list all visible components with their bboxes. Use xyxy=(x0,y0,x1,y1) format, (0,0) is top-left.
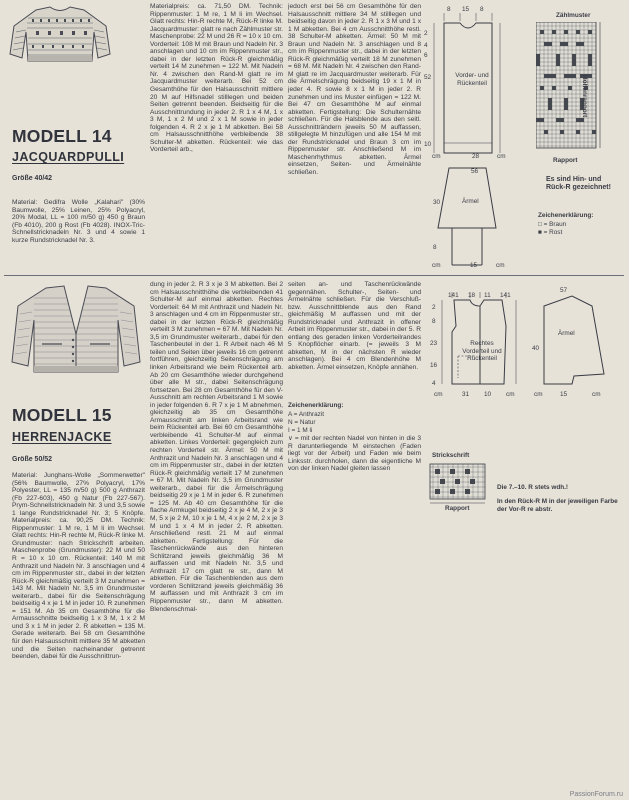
diagram15-top-dim-3: 11 xyxy=(484,292,491,299)
model-15-legend-natur: N = Natur xyxy=(288,419,316,426)
count-chart-title: Zählmuster xyxy=(556,12,591,19)
diagram14-side-dim-3: 6 xyxy=(424,52,428,59)
knitting-chart-rapport: Rapport xyxy=(445,505,470,512)
diagram14-side-dim-5: 10 xyxy=(424,141,432,148)
model-14-title: MODELL 14 xyxy=(12,126,112,146)
model-15-size: Größe 50/52 xyxy=(12,456,53,463)
count-chart-note: Es sind Hin- und Rück-R gezeichnet! xyxy=(546,176,611,191)
model-14-column-2: Materialpreis: ca. 71,50 DM. Technik: Rippenmuster: 1 M re, 1 M li im Wechsel. Glatt rechts: Hin-R rechte M, Rück-R linke M. Jacquardmuster: glatt re nach Zählmuster str. Maschenprobe: 22 M und 26 R = 10 x 10 cm. Vorderteil: 108 M mit Braun und Nadeln Nr. 3 anschlagen und 10 cm im Rippenmuster str., dabei in der letzten Rück-R gleichmäßig verteilt 14 M zunehmen = 122 M. Mit Nadeln Nr. 4 zwischen den Rand-M glatt re im Jacquardmuster weiterarb. Bei 52 cm Gesamthöhe für den Halsausschnitt mittlere 20 M auf Hilfsnadel stilllegen und beiden Seiten getrennt beenden. Beidseitig für die Ausschnittrundung in jeder 2. R 1 x 4 M, 1 x 3 M, 1 x 2 M und 2 x 1 M sowie in jeder folgenden 4. R 2 x je 1 M abketten. Bei 58 cm Halsausschnitthöhe verbleibende 38 Schulter-M abketten. Rückenteil: wie das Vorderteil arb., xyxy=(150,3,283,154)
sweater-14-illustration xyxy=(6,6,114,64)
diagram15-top-dim-4: 141 xyxy=(500,292,511,299)
model-15-column-2: dung in jeder 2. R 3 x je 3 M abketten. Bei 2 cm Halsausschnitthöhe die verbleibenden 41 Schulter-M auf einmal abketten. Rechtes Vorderteil: 64 M mit Anthrazit und Nadeln Nr. 3 anschlagen und 4 cm im Rippenmuster str., dabei in der letzten Rück-R gleichmäßig verteilt 3 M zunehmen = 67 M. Mit Nadeln Nr. 3,5 im Grundmuster weiterarb., dabei für den Taschenbeutel in der 1. R Arbeit nach 46 M teilen und Seiten über jeweils 16 cm getrennt fortführen, gleichzeitig Seitenschrägung am linken Arbeitsrand wie beim Rückenteil arb. Ab 20 cm Gesamthöhe wieder durchgehend über alle M str., dabei Seitenschrägung fortsetzen. Bei 28 cm Gesamthöhe für den V-Ausschnitt am rechten Arbeitsrand 1 M sowie in jeder folgenden 6. R 7 x je 1 M abnehmen, gleichzeitig ab 35 cm Gesamthöhe Armausschnitt am linken Arbeitsrand wie beim Rückenteil arb. Bei 60 cm Gesamthöhe verbleibende 41 Schulter-M auf einmal abketten. Linkes Vorderteil: gegengleich zum rechten Vorderteil str. Ärmel: 50 M mit Anthrazit und Nadeln Nr. 3 anschlagen und 4 cm im Rippenmuster str., dabei in der letzten Rück-R gleichmäßig verteilt 17 M zunehmen = 67 M. Mit Nadeln Nr. 3,5 im Grundmuster weiterarb., dabei für die Ärmelschrägung beidseitig 29 x je 1 M in jeder 6. R zunehmen = 125 M. Ab 40 cm Gesamthöhe für die flache Armkugel beidseitig 2 x je 4 M, 2 x je 3 M, 5 x je 2 M, 10 x je 1 M, 4 x je 2 M, 2 x je 3 M und 1 x 4 M in jeder 2. R abketten. Anschließend restl. 21 M auf einmal abketten. Fertigstellung: Für die Taschenrückwände aus den hinteren Schlitzrand jeweils gleichmäßig 36 M auffassen und mit Nadeln Nr. 3,5 und Anthrazit 17 cm glatt re str., dann M abketten. Für die Taschenblenden aus dem vorderen Schlitzrand jeweils gleichmäßig 36 M auffassen und mit Anthrazit 3 cm im Rippenmuster str., dann M abketten. Blendenschmal- xyxy=(150,281,283,613)
diagram14-bottom-dim-1: cm xyxy=(432,153,441,160)
diagram14-top-dim-3: 8 xyxy=(480,6,484,13)
count-chart-grid xyxy=(536,22,606,152)
diagram15-sleeve-dim-4: 15 xyxy=(560,391,568,398)
diagram14-sleeve-dim-6: cm xyxy=(496,262,505,269)
model-14-material: Material: Gedifra Wolle „Kalahari" (30% Baumwolle, 25% Leinen, 25% Polyacryl, 20% Modal, LL = 100 m/50 g) 450 g Braun (Fb 4010), 200 g Rost (Fb 4028). INOX-Tric-Schnellstricknadeln Nr. 3 und 4 sowie 1 kurze Rundstricknadel Nr. 3. xyxy=(12,199,145,244)
knitting-chart-title: Strickschrift xyxy=(432,452,470,459)
knitting-chart-note: Die 7.–10. R stets wdh.! xyxy=(497,484,569,491)
model-14-legend-rust: ■ = Rost xyxy=(538,229,563,236)
pattern-diagram-14 xyxy=(424,3,516,268)
diagram15-side-dim-2: 8 xyxy=(432,318,436,325)
model-15-legend-li: I = 1 M li xyxy=(288,427,313,434)
watermark: PassionForum.ru xyxy=(569,791,623,798)
diagram15-piece-label: Rechtes Vorderteil und Rückenteil xyxy=(462,340,502,362)
diagram14-piece-label: Vorder- und Rückenteil xyxy=(455,72,489,87)
model-15-legend-title: Zeichenerklärung: xyxy=(288,402,344,409)
diagram14-side-dim-1: 2 xyxy=(424,30,428,37)
diagram14-sleeve-dim-5: 15 xyxy=(470,262,478,269)
model-14-size: Größe 40/42 xyxy=(12,175,53,182)
diagram14-sleeve-dim-2: 30 xyxy=(433,199,441,206)
knitting-chart-note-2: In den Rück-R M in der jeweiligen Farbe der Vor-R re abstr. xyxy=(497,498,618,513)
diagram15-side-dim-3: 23 xyxy=(430,340,438,347)
diagram15-bottom-dim-3: 10 xyxy=(484,391,492,398)
model-14-legend-brown: □ = Braun xyxy=(538,221,567,228)
model-15-title: MODELL 15 xyxy=(12,405,112,425)
diagram15-side-dim-4: 16 xyxy=(430,362,438,369)
diagram14-top-dim-1: 8 xyxy=(447,6,451,13)
diagram15-sleeve-dim-3: cm xyxy=(534,391,543,398)
diagram15-top-dim-1: 141 xyxy=(448,292,459,299)
diagram14-side-dim-2: 4 xyxy=(424,42,428,49)
model-15-column-3: seiten an- und Taschenrückwände gegennähen. Schulter-, Seiten- und Ärmelnähte schließen. Für die Verschluß- bzw. Ausschnittblende aus den Rand gleichmäßig M auffassen und mit der Rundstricknadel und Anthrazit in offener Arbeit im Rippenmuster str., dabei in der 5. R entlang des geraden linken Vorderteilrandes 5 Knopflöcher einarb. (= jeweils 3 M abketten, M in der nächsten R wieder anschlagen). Bei 4 cm Blendenhöhe M abketten. Ärmel einsetzen, Knöpfe annähen. xyxy=(288,281,421,372)
diagram14-side-dim-4: 52 xyxy=(424,74,432,81)
diagram14-sleeve-dim-4: cm xyxy=(432,262,441,269)
diagram14-bottom-dim-2: 28 xyxy=(472,153,480,160)
diagram15-sleeve-dim-1: 57 xyxy=(560,287,568,294)
diagram15-bottom-dim-1: cm xyxy=(434,391,443,398)
jacket-15-illustration xyxy=(6,284,146,379)
count-chart-rapport-label: Rapport xyxy=(553,157,578,164)
model-15-legend-v: ∨ = mit der rechten Nadel von hinten in die 3 R darunterliegende M einstechen (Faden liegt vor der Arbeit) und Faden wie beim Linksstr. durchholen, dann die eigentliche M von der linken Nadel gleiten lassen xyxy=(288,435,421,473)
section-divider xyxy=(4,275,624,276)
model-15-legend-anthrazit: A = Anthrazit xyxy=(288,411,325,418)
diagram14-sleeve-label: Ärmel xyxy=(462,198,479,205)
model-14-subtitle: JACQUARDPULLI xyxy=(12,150,125,164)
diagram14-top-dim-2: 15 xyxy=(462,6,470,13)
diagram15-top-dim-2: 18 xyxy=(468,292,476,299)
diagram15-side-dim-1: 2 xyxy=(432,304,436,311)
model-15-column-1: Material: Junghans-Wolle „Sommerwetter" (56% Baumwolle, 27% Polyacryl, 17% Polyester, LL = 135 m/50 g) 500 g Anthrazit (Fb 227-603), 450 g Natur (Fb 227-567). Prym-Schnellstricknadeln Nr. 3 und 3,5 sowie 1 lange Rundstricknadel Nr. 3; 5 Knöpfe. Materialpreis: ca. 90,25 DM. Technik: Rippenmuster: 1 M re, 1 M li im Wechsel. Glatt rechts: Hin-R rechte M, Rück-R linke M. Grundmuster: nach Strickschrift arbeiten. Maschenprobe (Grundmuster): 22 M und 50 R = 10 x 10 cm. Rückenteil: 140 M mit Anthrazit und Nadeln Nr. 3 anschlagen und 4 cm im Rippenmuster str., dabei in der letzten Rück-R gleichmäßig verteilt 3 M zunehmen = 143 M. Mit Nadeln Nr. 3,5 im Grundmuster weiterarb., dabei für die Seitenschrägung beidseitig 4 x je 1 M in jeder 10. R zunehmen = 151 M. Ab 35 cm Gesamthöhe für die Armausschnitte beidseitig 1 x 3 M, 1 x 2 M und 3 x 1 M in jeder 2. R abketten = 135 M. Gerade weiterarb. Bei 58 cm Gesamthöhe für den Halsausschnitt mittlere 35 M abketten und die Seiten nacheinander getrennt beenden, dabei für die Ausschnittrun- xyxy=(12,472,145,661)
model-14-column-3: jedoch erst bei 56 cm Gesamthöhe für den Halsausschnitt mittlere 34 M stilllegen und beidseitig davon in jeder 2. R 1 x 3 M und 1 x 1 M abketten. Bei 4 cm Ausschnitthöhe restl. 38 Schulter-M abketten. Ärmel: 50 M mit Braun und Nadeln Nr. 3 anschlagen und 8 cm im Rippenmuster str., dabei in der letzten Rück-R gleichmäßig verteilt 18 M zunehmen = 68 M. Mit Nadeln Nr. 4 zwischen den Rand-M glatt re im Jacquardmuster weiterarb. Für die Ärmelschrägung beidseitig 19 x 1 M in jeder 4. R sowie 8 x 1 M in jeder 2. R zunehmen und ins Muster einfügen = 122 M. Bei 47 cm Gesamthöhe M auf einmal abketten. Fertigstellung: Die Schulternähte schließen. Für die Halsblende aus den seitl. Ausschnitträndern jeweils 50 M auffassen, stillgelegte M hinzufügen und alle 154 M mit der Rundstricknadel und Braun 3 cm im Rippenmuster str. Anschließend M im Maschenrhythmus abketten. Ärmel einsetzen, Seiten- und Ärmelnähte schließen. xyxy=(288,3,421,177)
diagram15-bottom-dim-2: 31 xyxy=(462,391,470,398)
model-15-subtitle: HERRENJACKE xyxy=(12,430,112,444)
diagram14-sleeve-dim-1: 56 xyxy=(471,168,479,175)
diagram14-sleeve-dim-3: 8 xyxy=(433,244,437,251)
diagram15-sleeve-dim-2: 40 xyxy=(532,345,540,352)
knitting-chart-grid xyxy=(428,462,490,506)
diagram15-side-dim-5: 4 xyxy=(432,380,436,387)
diagram15-bottom-dim-4: cm xyxy=(506,391,515,398)
diagram15-sleeve-dim-5: cm xyxy=(592,391,601,398)
diagram14-bottom-dim-3: cm xyxy=(497,153,506,160)
model-14-legend-title: Zeichenerklärung: xyxy=(538,212,594,219)
count-chart-height-label: Höhenrapport xyxy=(581,75,588,118)
diagram15-sleeve-label: Ärmel xyxy=(558,330,575,337)
pattern-diagram-15 xyxy=(424,284,624,404)
